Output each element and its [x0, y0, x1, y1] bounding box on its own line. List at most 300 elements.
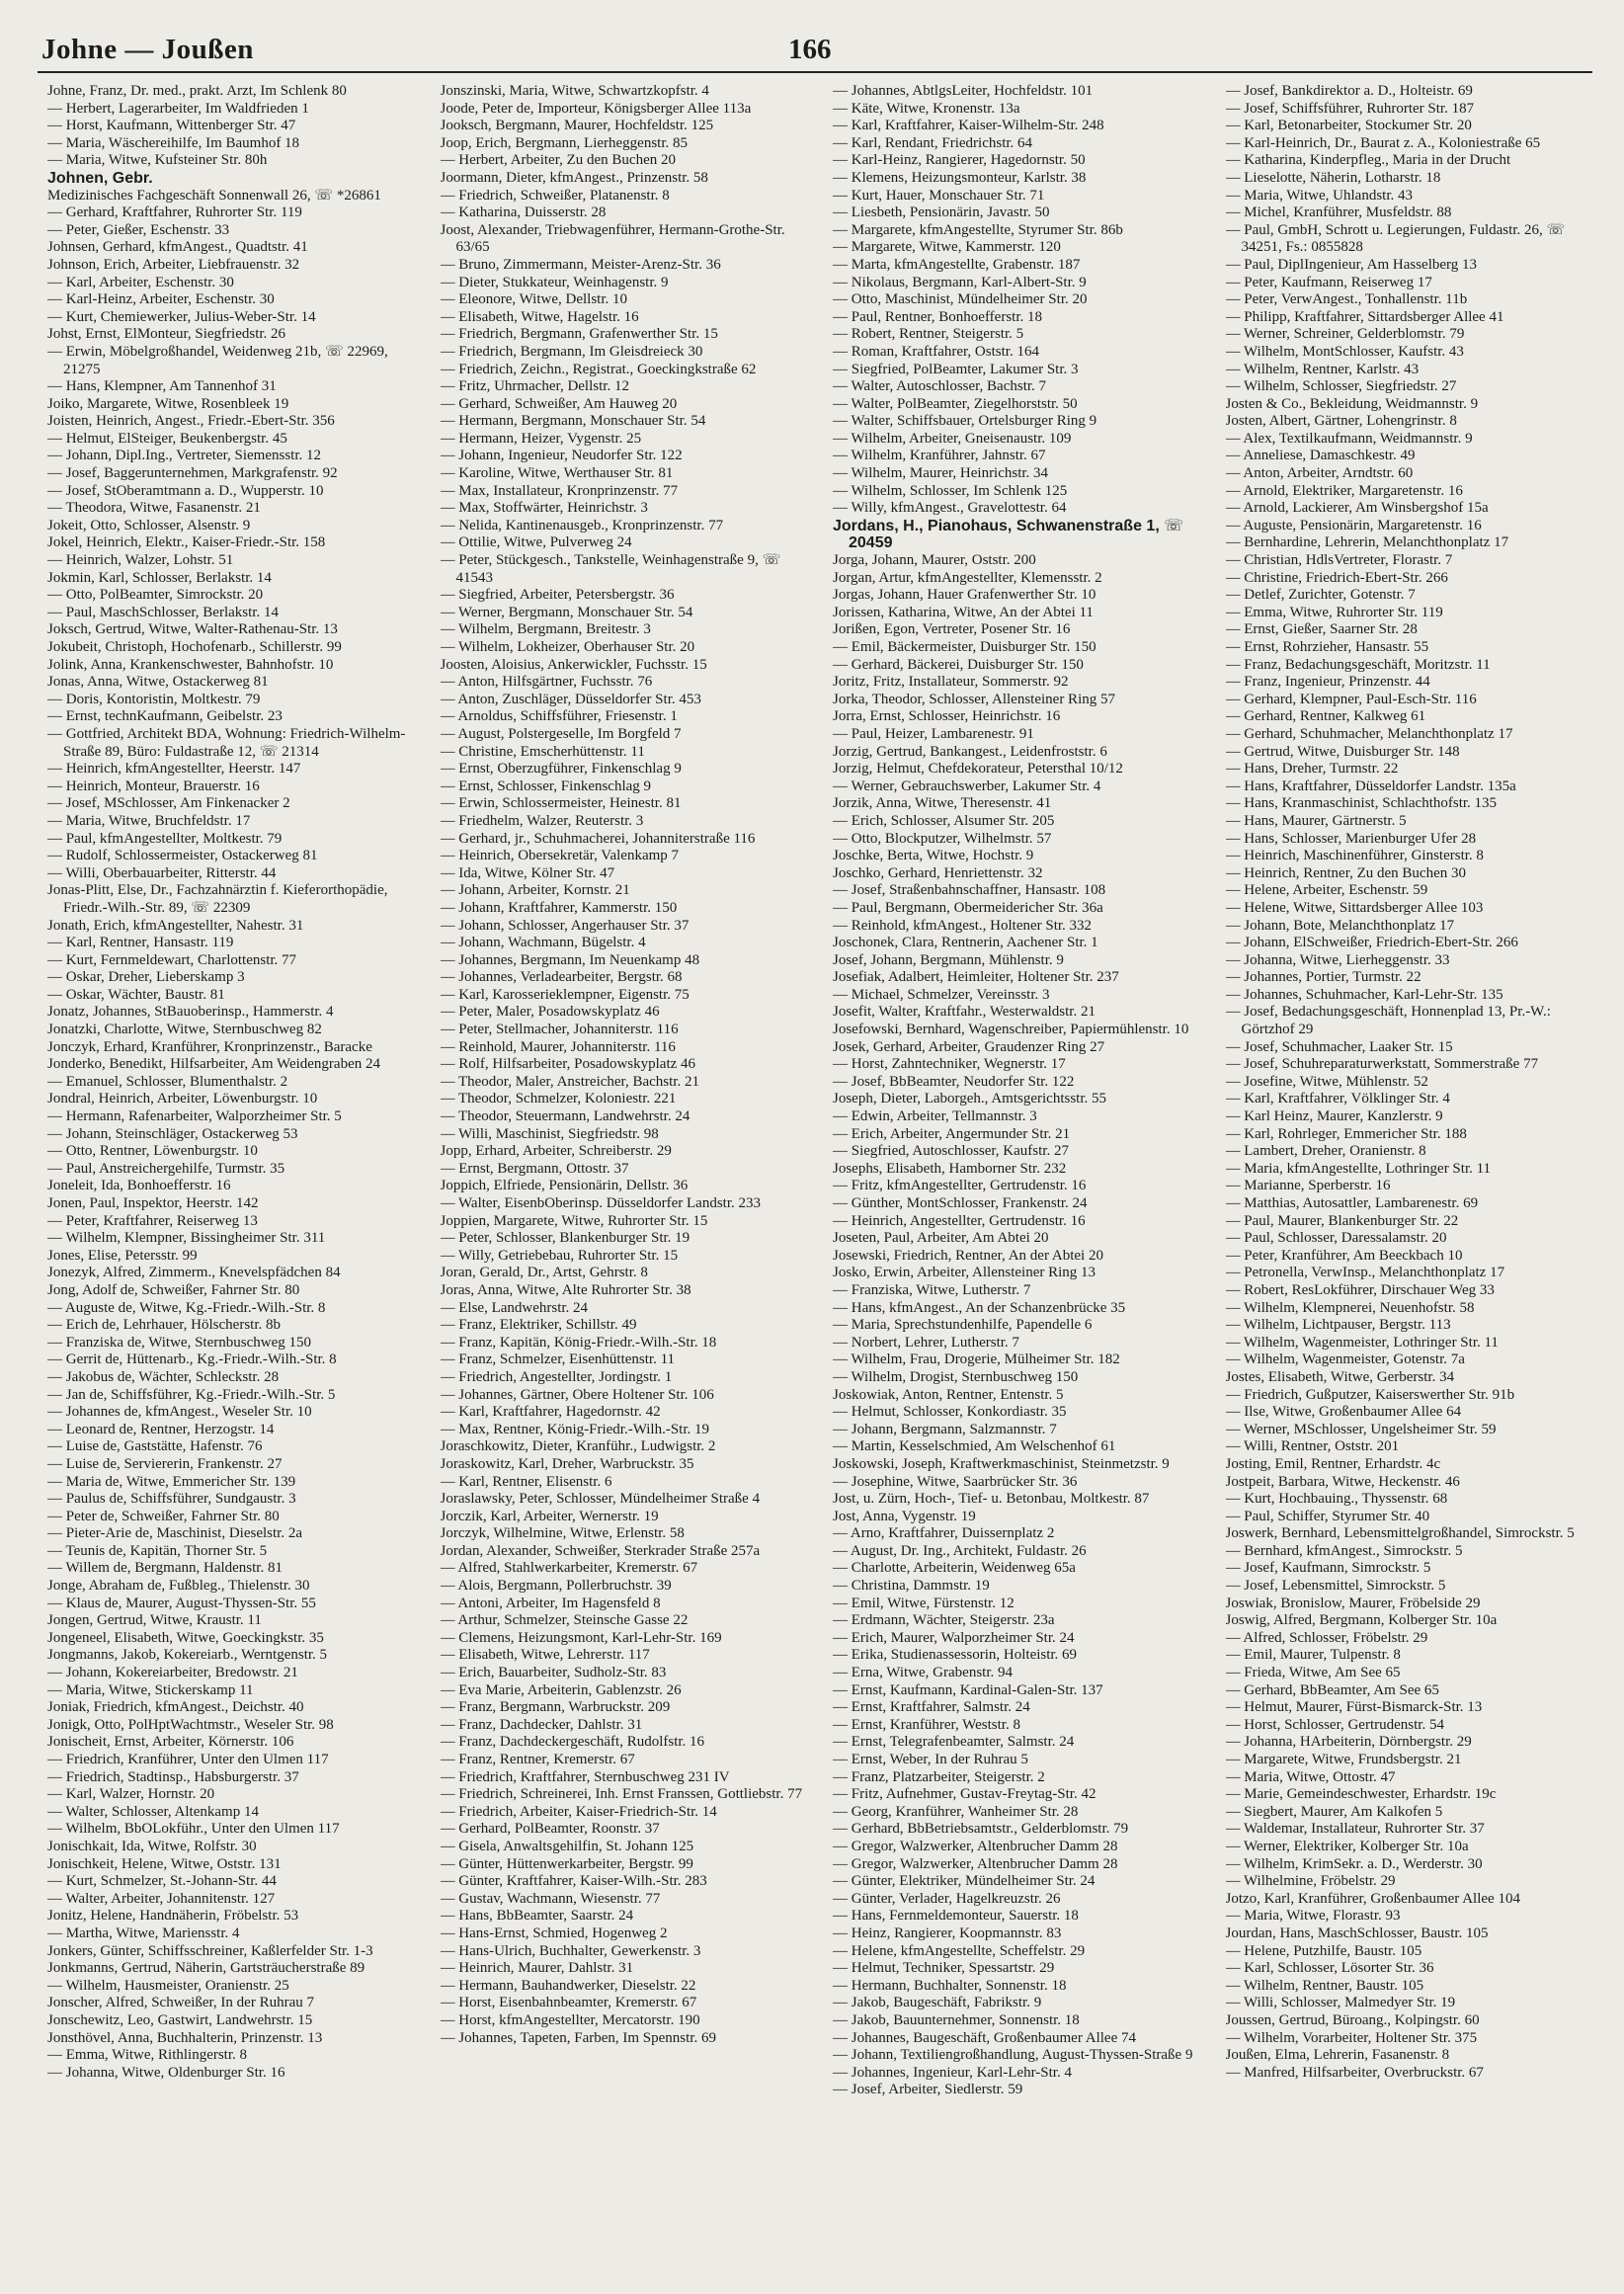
directory-entry: — Johann, Arbeiter, Kornstr. 21	[440, 882, 630, 899]
directory-entry: — Paul, GmbH, Schrott u. Legierungen, Fuldastr. 26, ☏ 34251, Fs.: 0855828	[1225, 221, 1566, 256]
directory-entry: — Erna, Witwe, Grabenstr. 94	[833, 1665, 1013, 1681]
directory-entry: — Johann, Bote, Melanchthonplatz 17	[1225, 917, 1455, 934]
directory-entry: Medizinisches Fachgeschäft Sonnenwall 26, ☏ *26861	[47, 187, 381, 204]
directory-entry: — Erwin, Möbelgroßhandel, Weidenweg 21b, ☏ 22969, 21275	[47, 343, 388, 377]
directory-entry: — Horst, Kaufmann, Wittenberger Str. 47	[47, 118, 296, 134]
directory-entry: — Hans-Ulrich, Buchhalter, Gewerkenstr. 3	[440, 1942, 701, 1959]
directory-entry: — Heinrich, Obersekretär, Valenkamp 7	[440, 848, 680, 864]
directory-entry: Joneleit, Ida, Bonhoefferstr. 16	[47, 1178, 231, 1194]
directory-entry: — Hans, Kraftfahrer, Düsseldorfer Landstr. 135a	[1225, 778, 1516, 794]
directory-entry: — Paul, MaschSchlosser, Berlakstr. 14	[47, 604, 279, 620]
directory-entry: — Michael, Schmelzer, Vereinsstr. 3	[833, 986, 1050, 1003]
directory-entry: — Siegbert, Maurer, Am Kalkofen 5	[1225, 1803, 1443, 1820]
directory-entry: — Margarete, Witwe, Frundsbergstr. 21	[1225, 1752, 1462, 1767]
directory-entry: — Horst, Eisenbahnbeamter, Kremerstr. 67	[440, 1995, 697, 2011]
directory-entry: — Erich de, Lehrhauer, Hölscherstr. 8b	[47, 1317, 281, 1334]
directory-entry: Joritz, Fritz, Installateur, Sommerstr. 92	[833, 674, 1069, 691]
directory-entry: Jostes, Elisabeth, Witwe, Gerberstr. 34	[1225, 1368, 1455, 1385]
directory-entry: — Johannes, Baugeschäft, Großenbaumer Allee 74	[833, 2029, 1136, 2046]
directory-entry: — Wilhelm, Hausmeister, Oranienstr. 25	[47, 1977, 289, 1994]
directory-entry: Jopp, Erhard, Arbeiter, Schreiberstr. 29	[440, 1143, 672, 1160]
directory-entry: — Josef, Schuhmacher, Laaker Str. 15	[1225, 1038, 1453, 1055]
directory-entry: — Erdmann, Wächter, Steigerstr. 23a	[833, 1612, 1055, 1629]
directory-entry: — Wilhelm, Wagenmeister, Gotenstr. 7a	[1225, 1352, 1465, 1368]
column-4	[1226, 83, 1595, 2256]
directory-entry: — Erwin, Schlossermeister, Heinestr. 81	[440, 795, 682, 812]
directory-entry: — Teunis de, Kapitän, Thorner Str. 5	[47, 1542, 268, 1559]
directory-entry: — Liesbeth, Pensionärin, Javastr. 50	[833, 205, 1050, 221]
directory-entry: — Ernst, Bergmann, Ottostr. 37	[440, 1160, 629, 1177]
directory-entry: — Johann, Dipl.Ing., Vertreter, Siemensstr. 12	[47, 448, 322, 464]
directory-entry: — Else, Landwehrstr. 24	[440, 1299, 589, 1316]
directory-entry: — Hans, Kranmaschinist, Schlachthofstr. 135	[1225, 795, 1498, 812]
directory-entry: Jongen, Gertrud, Witwe, Kraustr. 11	[47, 1612, 262, 1629]
directory-entry: — Marianne, Sperberstr. 16	[1225, 1178, 1391, 1194]
directory-entry: — Maria, Witwe, Bruchfeldstr. 17	[47, 812, 251, 829]
directory-entry: — Hermann, Bauhandwerker, Dieselstr. 22	[440, 1977, 696, 1994]
directory-entry: — Johannes de, kfmAngest., Weseler Str. 10	[47, 1404, 312, 1421]
directory-entry: — Helene, Arbeiter, Eschenstr. 59	[1225, 882, 1428, 899]
directory-entry: — Bernhardine, Lehrerin, Melanchthonplatz 17	[1225, 534, 1509, 551]
directory-entry: — Elisabeth, Witwe, Lehrerstr. 117	[440, 1647, 650, 1664]
directory-entry: — Heinrich, Maurer, Dahlstr. 31	[440, 1960, 634, 1977]
directory-entry: — Petronella, VerwInsp., Melanchthonplatz 17	[1225, 1265, 1505, 1281]
directory-entry: — Josef, Lebensmittel, Simrockstr. 5	[1225, 1578, 1446, 1595]
directory-entry: — Friedrich, Arbeiter, Kaiser-Friedrich-Str. 14	[440, 1803, 717, 1820]
directory-entry: — Peter, Schlosser, Blankenburger Str. 19	[440, 1230, 690, 1247]
directory-entry: — Ernst, Kranführer, Weststr. 8	[833, 1716, 1020, 1733]
directory-entry: — Maria, Witwe, Uhlandstr. 43	[1225, 187, 1414, 204]
directory-entry: Joniak, Friedrich, kfmAngest., Deichstr. 40	[47, 1699, 304, 1716]
directory-entry: — Hans, Maurer, Gärtnerstr. 5	[1225, 812, 1407, 829]
directory-entry: Josten & Co., Bekleidung, Weidmannstr. 9	[1225, 395, 1479, 412]
directory-entry: — Rolf, Hilfsarbeiter, Posadowskyplatz 46	[440, 1056, 696, 1073]
directory-entry: — Johann, Textiliengroßhandlung, August-Thyssen-Straße 9	[833, 2047, 1193, 2064]
directory-entry: — Karoline, Witwe, Werthauser Str. 81	[440, 465, 674, 482]
directory-entry: — Dieter, Stukkateur, Weinhagenstr. 9	[440, 274, 669, 290]
directory-entry: Jonischkeit, Helene, Witwe, Oststr. 131	[47, 1855, 282, 1872]
directory-entry: — Werner, Elektriker, Kolberger Str. 10a	[1225, 1838, 1469, 1854]
directory-entry: — Willi, Schlosser, Malmedyer Str. 19	[1225, 1995, 1456, 2011]
directory-entry: — Josef, Schiffsführer, Ruhrorter Str. 187	[1225, 100, 1475, 117]
directory-entry: — Johannes, Bergmann, Im Neuenkamp 48	[440, 951, 700, 968]
directory-entry: — Maria, Wäschereihilfe, Im Baumhof 18	[47, 134, 300, 151]
directory-entry: — Jakob, Baugeschäft, Fabrikstr. 9	[833, 1995, 1042, 2011]
directory-entry: Jokmin, Karl, Schlosser, Berlakstr. 14	[47, 569, 272, 586]
directory-entry: — Walter, PolBeamter, Ziegelhorststr. 50	[833, 395, 1078, 412]
directory-entry: Joussen, Gertrud, Büroang., Kolpingstr. 60	[1225, 2011, 1480, 2028]
directory-entry: — Gregor, Walzwerker, Altenbrucher Damm 28	[833, 1855, 1118, 1872]
directory-entry: — Helmut, Schlosser, Konkordiastr. 35	[833, 1404, 1067, 1421]
directory-entry: — Luise de, Gaststätte, Hafenstr. 76	[47, 1438, 263, 1455]
directory-entry: Jonczyk, Erhard, Kranführer, Kronprinzenstr., Baracke	[47, 1038, 372, 1055]
directory-entry: — Paul, Schiffer, Styrumer Str. 40	[1225, 1508, 1430, 1524]
directory-entry: — Peter, Stückgesch., Tankstelle, Weinhagenstraße 9, ☏ 41543	[440, 552, 781, 586]
directory-entry: — Werner, Bergmann, Monschauer Str. 54	[440, 604, 693, 620]
name-range-heading: Johne — Joußen	[41, 34, 254, 65]
directory-entry: — Peter de, Schweißer, Fahrner Str. 80	[47, 1508, 280, 1524]
directory-entry: Jonschewitz, Leo, Gastwirt, Landwehrstr. 15	[47, 2011, 313, 2028]
directory-entry: — Helene, kfmAngestellte, Scheffelstr. 29	[833, 1942, 1086, 1959]
directory-entry: Johnsen, Gerhard, kfmAngest., Quadtstr. 41	[47, 239, 308, 256]
directory-entry: — Wilhelm, Wagenmeister, Lothringer Str. 11	[1225, 1334, 1499, 1351]
directory-entry: — Otto, Rentner, Löwenburgstr. 10	[47, 1143, 258, 1160]
directory-entry: — Oskar, Dreher, Lieberskamp 3	[47, 969, 245, 986]
directory-entry: — Franz, Dachdecker, Dahlstr. 31	[440, 1716, 643, 1733]
directory-entry: — Theodor, Maler, Anstreicher, Bachstr. 21	[440, 1073, 699, 1090]
directory-entry: Joran, Gerald, Dr., Artst, Gehrstr. 8	[440, 1265, 648, 1281]
directory-entry: Joseten, Paul, Arbeiter, Am Abtei 20	[833, 1230, 1049, 1247]
directory-entry: Jorißen, Egon, Vertreter, Posener Str. 16	[833, 621, 1071, 638]
directory-entry: — Franz, Bergmann, Warbruckstr. 209	[440, 1699, 671, 1716]
directory-entry: — Wilhelm, Klempner, Bissingheimer Str. 311	[47, 1230, 326, 1247]
directory-entry: — Heinrich, Maschinenführer, Ginsterstr. 8	[1225, 848, 1484, 864]
directory-entry: Joswerk, Bernhard, Lebensmittelgroßhandel, Simrockstr. 5	[1225, 1525, 1575, 1542]
directory-entry: — Doris, Kontoristin, Moltkestr. 79	[47, 691, 261, 707]
directory-entry: — Kurt, Schmelzer, St.-Johann-Str. 44	[47, 1873, 277, 1890]
directory-entry: Johnson, Erich, Arbeiter, Liebfrauenstr. 32	[47, 256, 300, 273]
directory-entry: — Christina, Dammstr. 19	[833, 1578, 990, 1595]
directory-entry: Joop, Erich, Bergmann, Lierheggenstr. 85	[440, 134, 689, 151]
directory-entry: Joode, Peter de, Importeur, Königsberger Allee 113a	[440, 100, 752, 117]
directory-entry: — Marie, Gemeindeschwester, Erhardstr. 19c	[1225, 1786, 1497, 1803]
directory-entry: — Arnold, Elektriker, Margaretenstr. 16	[1225, 482, 1463, 499]
directory-entry: Jonatzki, Charlotte, Witwe, Sternbuschweg 82	[47, 1022, 322, 1038]
directory-entry: Joras, Anna, Witwe, Alte Ruhrorter Str. 38	[440, 1281, 691, 1298]
directory-entry: Joskowski, Joseph, Kraftwerkmaschinist, Steinmetzstr. 9	[833, 1455, 1170, 1472]
directory-entry: Jonezyk, Alfred, Zimmerm., Knevelspfädchen 84	[47, 1265, 341, 1281]
directory-entry: — Günter, Verlader, Hagelkreuzstr. 26	[833, 1890, 1061, 1907]
page-header	[38, 30, 1592, 73]
directory-entry: — Josef, BbBeamter, Neudorfer Str. 122	[833, 1073, 1075, 1090]
directory-entry: Joksch, Gertrud, Witwe, Walter-Rathenau-Str. 13	[47, 621, 338, 638]
directory-entry: — Wilhelm, Rentner, Karlstr. 43	[1225, 361, 1420, 377]
directory-entry: Josewski, Friedrich, Rentner, An der Abtei 20	[833, 1247, 1103, 1264]
directory-entry: Jorzik, Anna, Witwe, Theresenstr. 41	[833, 795, 1052, 812]
directory-entry: Jongmanns, Jakob, Kokereiarb., Werntgenstr. 5	[47, 1647, 328, 1664]
directory-entry: — Peter, Kraftfahrer, Reiserweg 13	[47, 1212, 258, 1229]
directory-entry: — Gerhard, PolBeamter, Roonstr. 37	[440, 1821, 660, 1838]
directory-entry: — Walter, EisenbOberinsp. Düsseldorfer Landstr. 233	[440, 1195, 762, 1211]
directory-entry: Johne, Franz, Dr. med., prakt. Arzt, Im Schlenk 80	[47, 83, 347, 99]
directory-entry: — Maria, Witwe, Kufsteiner Str. 80h	[47, 152, 268, 169]
directory-entry: — Karl, Kraftfahrer, Hagedornstr. 42	[440, 1404, 661, 1421]
directory-entry: Jonitz, Helene, Handnäherin, Fröbelstr. 53	[47, 1908, 299, 1925]
directory-entry: — Max, Installateur, Kronprinzenstr. 77	[440, 482, 679, 499]
directory-entry: — Kurt, Hochbauing., Thyssenstr. 68	[1225, 1491, 1448, 1508]
directory-entry: — Katharina, Kinderpfleg., Maria in der Drucht	[1225, 152, 1511, 169]
directory-entry: — Walter, Schiffsbauer, Ortelsburger Ring 9	[833, 413, 1097, 430]
directory-entry: — Johanna, Witwe, Oldenburger Str. 16	[47, 2064, 285, 2081]
directory-entry: — Karl, Arbeiter, Eschenstr. 30	[47, 274, 234, 290]
directory-entry: — Gerrit de, Hüttenarb., Kg.-Friedr.-Wilh.-Str. 8	[47, 1352, 337, 1368]
directory-entry: — Johanna, HArbeiterin, Dörnbergstr. 29	[1225, 1734, 1472, 1751]
directory-entry: — Johann, ElSchweißer, Friedrich-Ebert-Str. 266	[1225, 935, 1518, 951]
directory-entry: Joußen, Elma, Lehrerin, Fasanenstr. 8	[1225, 2047, 1450, 2064]
directory-entry: — Josef, Baggerunternehmen, Markgrafenstr. 92	[47, 465, 338, 482]
directory-entry: — Fritz, Uhrmacher, Dellstr. 12	[440, 378, 629, 395]
directory-entry: — Margarete, Witwe, Kammerstr. 120	[833, 239, 1061, 256]
directory-entry: — Edwin, Arbeiter, Tellmannstr. 3	[833, 1108, 1037, 1125]
directory-entry: — Gustav, Wachmann, Wiesenstr. 77	[440, 1890, 661, 1907]
directory-entry: — Lieselotte, Näherin, Lotharstr. 18	[1225, 169, 1441, 186]
directory-entry: — Johann, Ingenieur, Neudorfer Str. 122	[440, 448, 683, 464]
directory-entry: Jorczyk, Wilhelmine, Witwe, Erlenstr. 58	[440, 1525, 685, 1542]
directory-entry: — Nelida, Kantinenausgeb., Kronprinzenstr. 77	[440, 517, 724, 533]
directory-entry: — Franz, Bedachungsgeschäft, Moritzstr. 11	[1225, 656, 1491, 673]
directory-entry: — Eva Marie, Arbeiterin, Gablenzstr. 26	[440, 1681, 682, 1698]
directory-entry: — Heinrich, kfmAngestellter, Heerstr. 147	[47, 761, 301, 778]
directory-entry: — Helmut, Maurer, Fürst-Bismarck-Str. 13	[1225, 1699, 1483, 1716]
directory-entry: — Ernst, technKaufmann, Geibelstr. 23	[47, 708, 283, 725]
directory-entry: — Friedrich, Schweißer, Platanenstr. 8	[440, 187, 670, 204]
directory-entry: — Otto, PolBeamter, Simrockstr. 20	[47, 587, 264, 604]
directory-entry: — Hans, BbBeamter, Saarstr. 24	[440, 1908, 634, 1925]
directory-entry: — Jakob, Bauunternehmer, Sonnenstr. 18	[833, 2011, 1080, 2028]
directory-entry: — Michel, Kranführer, Musfeldstr. 88	[1225, 205, 1452, 221]
directory-entry: Jokubeit, Christoph, Hochofenarb., Schillerstr. 99	[47, 639, 342, 655]
directory-entry: — Philipp, Kraftfahrer, Sittardsberger Allee 41	[1225, 308, 1504, 325]
directory-entry: — Maria, Witwe, Stickerskamp 11	[47, 1681, 254, 1698]
directory-entry: — Karl, Schlosser, Lösorter Str. 36	[1225, 1960, 1434, 1977]
directory-entry: — Heinrich, Walzer, Lohstr. 51	[47, 552, 234, 569]
directory-entry: — Heinz, Rangierer, Koopmannstr. 83	[833, 1925, 1062, 1941]
directory-entry: — Johann, Bergmann, Salzmannstr. 7	[833, 1421, 1057, 1437]
directory-entry: — Johann, Steinschläger, Ostackerweg 53	[47, 1125, 298, 1142]
directory-entry: — Paul, kfmAngestellter, Moltkestr. 79	[47, 830, 283, 847]
directory-entry: — Emil, Witwe, Fürstenstr. 12	[833, 1595, 1015, 1611]
directory-entry: Jonen, Paul, Inspektor, Heerstr. 142	[47, 1195, 259, 1211]
directory-entry: — Günter, Hüttenwerkarbeiter, Bergstr. 99	[440, 1855, 693, 1872]
directory-entry: — Friedrich, Bergmann, Im Gleisdreieck 30	[440, 343, 703, 360]
directory-entry: — Wilhelm, KrimSekr. a. D., Werderstr. 30	[1225, 1855, 1483, 1872]
directory-entry: — Alois, Bergmann, Pollerbruchstr. 39	[440, 1578, 672, 1595]
directory-entry: — Kurt, Hauer, Monschauer Str. 71	[833, 187, 1045, 204]
directory-entry: — Josef, Schuhreparaturwerkstatt, Sommerstraße 77	[1225, 1056, 1539, 1073]
directory-entry: — Jakobus de, Wächter, Schleckstr. 28	[47, 1368, 280, 1385]
directory-entry: — Willy, kfmAngest., Gravelottestr. 64	[833, 500, 1067, 517]
directory-entry: — Fritz, kfmAngestellter, Gertrudenstr. 16	[833, 1178, 1087, 1194]
directory-entry: Jonischkait, Ida, Witwe, Rolfstr. 30	[47, 1838, 257, 1854]
directory-entry: — Josef, Straßenbahnschaffner, Hansastr. 108	[833, 882, 1106, 899]
directory-entry: — Karl, Kraftfahrer, Völklinger Str. 4	[1225, 1091, 1450, 1107]
directory-entry: Jorczik, Karl, Arbeiter, Wernerstr. 19	[440, 1508, 659, 1524]
directory-entry: — Theodor, Schmelzer, Koloniestr. 221	[440, 1091, 677, 1107]
directory-entry: — Erich, Arbeiter, Angermunder Str. 21	[833, 1125, 1071, 1142]
directory-entry: — Franziska de, Witwe, Sternbuschweg 150	[47, 1334, 311, 1351]
directory-entry: Jong, Adolf de, Schweißer, Fahrner Str. 80	[47, 1281, 300, 1298]
directory-entry: Joseph, Dieter, Laborgeh., Amtsgerichtsstr. 55	[833, 1091, 1106, 1107]
directory-entry: — Käte, Witwe, Kronenstr. 13a	[833, 100, 1020, 117]
directory-entry: — Ida, Witwe, Kölner Str. 47	[440, 864, 615, 881]
directory-entry: — Werner, MSchlosser, Ungelsheimer Str. 59	[1225, 1421, 1497, 1437]
directory-entry: Jostpeit, Barbara, Witwe, Heckenstr. 46	[1225, 1473, 1460, 1490]
directory-entry: — Helmut, ElSteiger, Beukenbergstr. 45	[47, 430, 287, 447]
directory-entry: — Siegfried, Autoschlosser, Kaufstr. 27	[833, 1143, 1069, 1160]
directory-entry: — Otto, Blockputzer, Wilhelmstr. 57	[833, 830, 1052, 847]
directory-entry: — Klaus de, Maurer, August-Thyssen-Str. 55	[47, 1595, 316, 1611]
directory-entry: — Gerhard, Klempner, Paul-Esch-Str. 116	[1225, 691, 1477, 707]
directory-entry: Joswig, Alfred, Bergmann, Kolberger Str. 10a	[1225, 1612, 1498, 1629]
directory-entry: — Karl-Heinz, Rangierer, Hagedornstr. 50	[833, 152, 1086, 169]
directory-entry: — Hans-Ernst, Schmied, Hogenweg 2	[440, 1925, 668, 1941]
directory-entry: — Bruno, Zimmermann, Meister-Arenz-Str. 36	[440, 256, 721, 273]
directory-entry: — Wilhelm, Lichtpauser, Bergstr. 113	[1225, 1317, 1451, 1334]
directory-entry: — Friedrich, Kranführer, Unter den Ulmen 117	[47, 1752, 329, 1767]
column-2	[441, 83, 810, 2256]
directory-entry: — Theodora, Witwe, Fasanenstr. 21	[47, 500, 261, 517]
directory-entry: Joosten, Aloisius, Ankerwickler, Fuchsstr. 15	[440, 656, 707, 673]
directory-entry: — Anton, Hilfsgärtner, Fuchsstr. 76	[440, 674, 653, 691]
directory-entry: — Leonard de, Rentner, Herzogstr. 14	[47, 1421, 275, 1437]
directory-entry: — Otto, Maschinist, Mündelheimer Str. 20	[833, 291, 1088, 308]
directory-entry: — Auguste de, Witwe, Kg.-Friedr.-Wilh.-Str. 8	[47, 1299, 326, 1316]
directory-entry: Jokel, Heinrich, Elektr., Kaiser-Friedr.-Str. 158	[47, 534, 326, 551]
directory-entry: — August, Dr. Ing., Architekt, Fuldastr. 26	[833, 1542, 1087, 1559]
directory-entry: — Hans, Klempner, Am Tannenhof 31	[47, 378, 277, 395]
directory-entry: — Peter, Stellmacher, Johanniterstr. 116	[440, 1022, 679, 1038]
directory-entry: — Wilhelm, Arbeiter, Gneisenaustr. 109	[833, 430, 1072, 447]
directory-entry: — Klemens, Heizungsmonteur, Karlstr. 38	[833, 169, 1087, 186]
directory-entry: — Alex, Textilkaufmann, Weidmannstr. 9	[1225, 430, 1473, 447]
directory-entry: — Reinhold, kfmAngest., Holtener Str. 332	[833, 917, 1093, 934]
directory-entry: — Max, Stoffwärter, Heinrichstr. 3	[440, 500, 648, 517]
directory-entry: — Erika, Studienassessorin, Holteistr. 69	[833, 1647, 1078, 1664]
directory-entry: Jonigk, Otto, PolHptWachtmstr., Weseler Str. 98	[47, 1716, 334, 1733]
directory-entry: — Charlotte, Arbeiterin, Weidenweg 65a	[833, 1560, 1076, 1577]
directory-entry: — Katharina, Duisserstr. 28	[440, 205, 607, 221]
directory-entry: — Johannes, Ingenieur, Karl-Lehr-Str. 4	[833, 2064, 1072, 2081]
directory-entry: — Hermann, Rafenarbeiter, Walporzheimer Str. 5	[47, 1108, 342, 1125]
directory-entry: — Gisela, Anwaltsgehilfin, St. Johann 125	[440, 1838, 694, 1854]
directory-entry: Jorissen, Katharina, Witwe, An der Abtei 11	[833, 604, 1094, 620]
directory-entry: — Nikolaus, Bergmann, Karl-Albert-Str. 9	[833, 274, 1087, 290]
page-number: 166	[788, 34, 832, 65]
directory-entry: Josefit, Walter, Kraftfahr., Westerwaldstr. 21	[833, 1004, 1096, 1021]
directory-entry: — Willy, Getriebebau, Ruhrorter Str. 15	[440, 1247, 679, 1264]
directory-entry: — Paul, Anstreichergehilfe, Turmstr. 35	[47, 1160, 285, 1177]
directory-entry: — Pieter-Arie de, Maschinist, Dieselstr. 2a	[47, 1525, 302, 1542]
directory-entry: Jonath, Erich, kfmAngestellter, Nahestr. 31	[47, 917, 304, 934]
directory-entry: — Franz, Dachdeckergeschäft, Rudolfstr. 16	[440, 1734, 705, 1751]
directory-entry: — Josef, Kaufmann, Simrockstr. 5	[1225, 1560, 1431, 1577]
directory-entry: — Roman, Kraftfahrer, Oststr. 164	[833, 343, 1039, 360]
directory-entry: Jorgan, Artur, kfmAngestellter, Klemensstr. 2	[833, 569, 1102, 586]
directory-entry: — Maria, Witwe, Florastr. 93	[1225, 1908, 1401, 1925]
directory-entry: — Paul, Heizer, Lambarenestr. 91	[833, 725, 1034, 742]
directory-entry: Joiko, Margarete, Witwe, Rosenbleek 19	[47, 395, 289, 412]
directory-entry: — Peter, Kranführer, Am Beeckbach 10	[1225, 1247, 1463, 1264]
directory-entry: — Horst, Zahntechniker, Wegnerstr. 17	[833, 1056, 1066, 1073]
directory-entry: Jonge, Abraham de, Fußbleg., Thielenstr. 30	[47, 1578, 310, 1595]
directory-entry: — Franziska, Witwe, Lutherstr. 7	[833, 1281, 1031, 1298]
directory-entry: Jonsthövel, Anna, Buchhalterin, Prinzenstr. 13	[47, 2029, 323, 2046]
directory-entry: — Herbert, Arbeiter, Zu den Buchen 20	[440, 152, 676, 169]
directory-entry: — Josef, MSchlosser, Am Finkenacker 2	[47, 795, 290, 812]
directory-entry: Jorra, Ernst, Schlosser, Heinrichstr. 16	[833, 708, 1061, 725]
directory-entry: Josko, Erwin, Arbeiter, Allensteiner Ring 13	[833, 1265, 1096, 1281]
directory-entry: — Karl-Heinz, Arbeiter, Eschenstr. 30	[47, 291, 275, 308]
directory-entry: — Maria de, Witwe, Emmericher Str. 139	[47, 1473, 296, 1490]
directory-entry: — Josef, Arbeiter, Siedlerstr. 59	[833, 2082, 1023, 2098]
directory-entry: — Josef, Bankdirektor a. D., Holteistr. 69	[1225, 83, 1473, 99]
directory-entry: — Günter, Elektriker, Mündelheimer Str. 24	[833, 1873, 1096, 1890]
directory-entry: Jorgas, Johann, Hauer Grafenwerther Str. 10	[833, 587, 1096, 604]
directory-entry: — Ernst, Kraftfahrer, Salmstr. 24	[833, 1699, 1030, 1716]
directory-entry: — Karl, Rohrleger, Emmericher Str. 188	[1225, 1125, 1467, 1142]
directory-entry: — Wilhelm, BbOLokführ., Unter den Ulmen 117	[47, 1821, 340, 1838]
directory-entry: — Franz, Platzarbeiter, Steigerstr. 2	[833, 1768, 1045, 1785]
directory-entry: — Franz, Ingenieur, Prinzenstr. 44	[1225, 674, 1430, 691]
directory-entry: — Emanuel, Schlosser, Blumenthalstr. 2	[47, 1073, 288, 1090]
directory-entry: Joraslawsky, Peter, Schlosser, Mündelheimer Straße 4	[440, 1491, 761, 1508]
directory-entry: — Antoni, Arbeiter, Im Hagensfeld 8	[440, 1595, 661, 1611]
directory-entry: — Peter, Kaufmann, Reiserweg 17	[1225, 274, 1432, 290]
directory-entry: — Karl, Kraftfahrer, Kaiser-Wilhelm-Str. 248	[833, 118, 1104, 134]
directory-entry: — Gerhard, Schweißer, Am Hauweg 20	[440, 395, 678, 412]
directory-entry: — Ernst, Rohrzieher, Hansastr. 55	[1225, 639, 1429, 655]
directory-entry: Jorzig, Gertrud, Bankangest., Leidenfroststr. 6	[833, 743, 1107, 760]
directory-entry: — Christian, HdlsVertreter, Florastr. 7	[1225, 552, 1453, 569]
directory-entry: Jondral, Heinrich, Arbeiter, Löwenburgstr. 10	[47, 1091, 318, 1107]
directory-entry: Joisten, Heinrich, Angest., Friedr.-Ebert-Str. 356	[47, 413, 335, 430]
directory-entry: Joschonek, Clara, Rentnerin, Aachener Str. 1	[833, 935, 1098, 951]
directory-entry: — Wilhelm, Bergmann, Breitestr. 3	[440, 621, 651, 638]
directory-entry: — Friedrich, Stadtinsp., Habsburgerstr. 37	[47, 1768, 299, 1785]
directory-entry: — Gerhard, BbBeamter, Am See 65	[1225, 1681, 1439, 1698]
directory-entry: Jooksch, Bergmann, Maurer, Hochfeldstr. 125	[440, 118, 714, 134]
directory-entry: — Helene, Witwe, Sittardsberger Allee 103	[1225, 899, 1484, 916]
directory-entry: — Wilhelm, Rentner, Baustr. 105	[1225, 1977, 1424, 1994]
directory-entry: — Ottilie, Witwe, Pulverweg 24	[440, 534, 632, 551]
directory-entry: — Johanna, Witwe, Lierheggenstr. 33	[1225, 951, 1450, 968]
directory-entry: — Detlef, Zurichter, Gotenstr. 7	[1225, 587, 1416, 604]
directory-entry: — Walter, Arbeiter, Johannitenstr. 127	[47, 1890, 276, 1907]
directory-entry: — Karl, Betonarbeiter, Stockumer Str. 20	[1225, 118, 1472, 134]
directory-entry: — Robert, Rentner, Steigerstr. 5	[833, 326, 1024, 343]
directory-entry: — Emma, Witwe, Rithlingerstr. 8	[47, 2047, 248, 2064]
directory-entry: — Horst, Schlosser, Gertrudenstr. 54	[1225, 1716, 1444, 1733]
directory-entry: Joost, Alexander, Triebwagenführer, Hermann-Grothe-Str. 63/65	[440, 221, 785, 256]
directory-entry: — Peter, Gießer, Eschenstr. 33	[47, 221, 230, 238]
directory-entry: Josten, Albert, Gärtner, Lohengrinstr. 8	[1225, 413, 1457, 430]
directory-entry: — Kurt, Fernmeldewart, Charlottenstr. 77	[47, 951, 297, 968]
directory-entry: — Helmut, Techniker, Spessartstr. 29	[833, 1960, 1055, 1977]
directory-entry: — Karl, Rentner, Hansastr. 119	[47, 935, 234, 951]
directory-entry: — Gerhard, Kraftfahrer, Ruhrorter Str. 119	[47, 205, 302, 221]
directory-entry: — Gerhard, Bäckerei, Duisburger Str. 150	[833, 656, 1084, 673]
directory-entry: — Alfred, Stahlwerkarbeiter, Kremerstr. 67	[440, 1560, 698, 1577]
directory-entry: — Jan de, Schiffsführer, Kg.-Friedr.-Wilh.-Str. 5	[47, 1386, 336, 1403]
directory-entry: Joppien, Margarete, Witwe, Ruhrorter Str. 15	[440, 1212, 708, 1229]
directory-entry: Jonas-Plitt, Else, Dr., Fachzahnärztin f. Kieferorthopädie, Friedr.-Wilh.-Str. 89, ☏ 22309	[47, 882, 388, 916]
directory-entry: — Horst, kfmAngestellter, Mercatorstr. 190	[440, 2011, 700, 2028]
directory-entry: — Wilhelm, Maurer, Heinrichstr. 34	[833, 465, 1049, 482]
directory-entry: — Max, Rentner, König-Friedr.-Wilh.-Str. 19	[440, 1421, 710, 1437]
directory-entry: — Willi, Oberbauarbeiter, Ritterstr. 44	[47, 864, 277, 881]
directory-entry: Johst, Ernst, ElMonteur, Siegfriedstr. 26	[47, 326, 286, 343]
directory-entry: Jourdan, Hans, MaschSchlosser, Baustr. 105	[1225, 1925, 1489, 1941]
directory-entry: — Franz, Schmelzer, Eisenhüttenstr. 11	[440, 1352, 676, 1368]
directory-entry: Jonderko, Benedikt, Hilfsarbeiter, Am Weidengraben 24	[47, 1056, 380, 1073]
directory-entry: — Hermann, Heizer, Vygenstr. 25	[440, 430, 642, 447]
directory-entry: Joraskowitz, Karl, Dreher, Warbruckstr. 35	[440, 1455, 694, 1472]
directory-entry: — Gregor, Walzwerker, Altenbrucher Damm 28	[833, 1838, 1118, 1854]
directory-entry: Jorka, Theodor, Schlosser, Allensteiner Ring 57	[833, 691, 1115, 707]
directory-entry: — Anton, Zuschläger, Düsseldorfer Str. 453	[440, 691, 701, 707]
directory-entry: — Hans, Fernmeldemonteur, Sauerstr. 18	[833, 1908, 1079, 1925]
directory-entry: — Bernhard, kfmAngest., Simrockstr. 5	[1225, 1542, 1463, 1559]
